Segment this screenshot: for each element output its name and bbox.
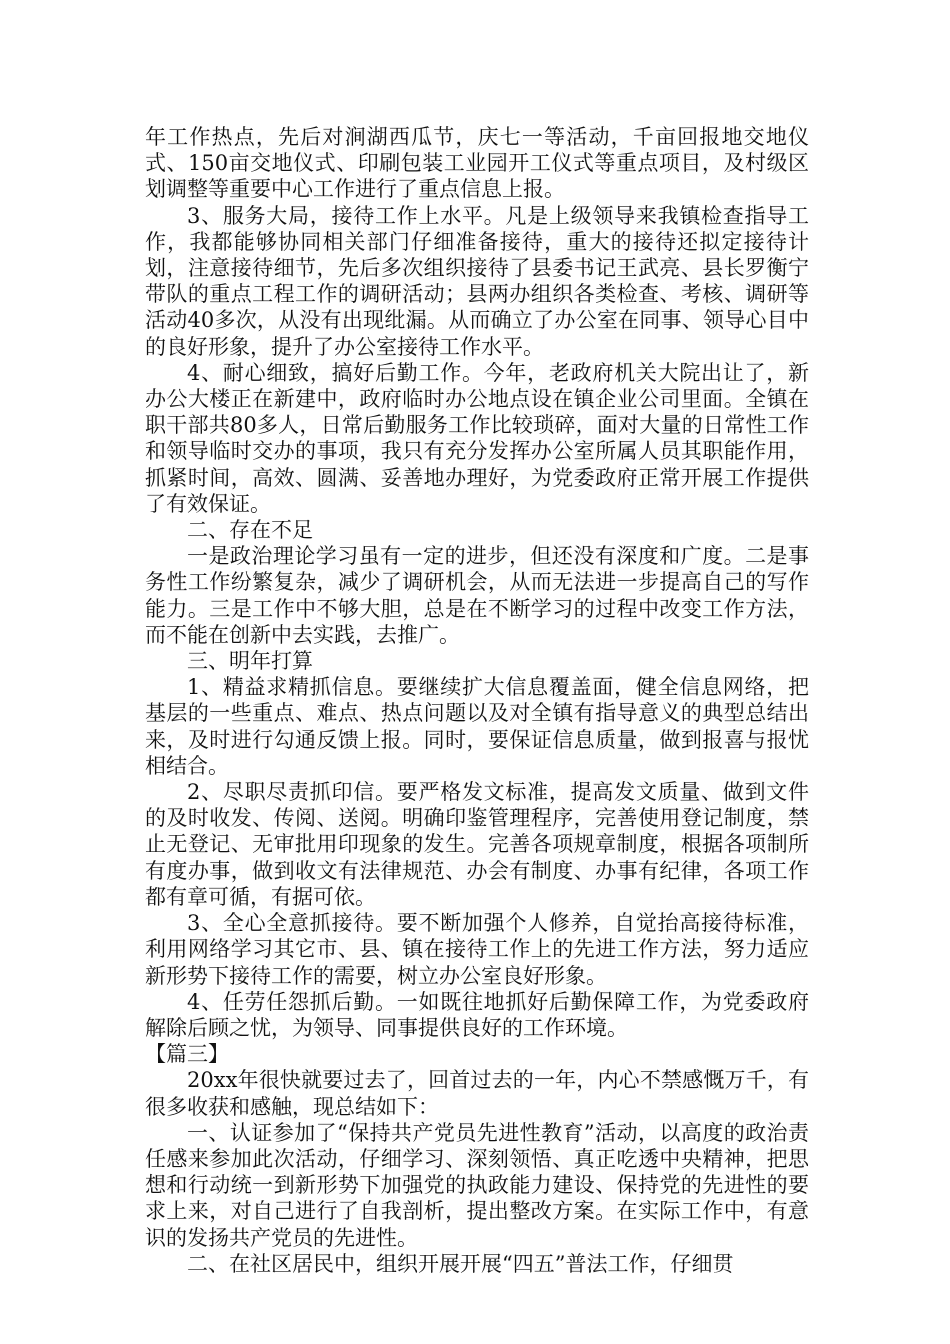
paragraph-community-law: 二、在社区居民中，组织开展开展“四五”普法工作，仔细贯 — [187, 1251, 734, 1276]
paragraph-party-education: 一、认证参加了“保持共产党员先进性教育”活动，以高度的政治责任感来参加此次活动，仔细学习、深刻领悟、真正吃透中央精神，把思想和行动统一到新形势下加强党的执政能力建设、保持党的先进性的要求上来，对自己进行了自我剖析，提出整改方案。在实际工作中，有意识的发扬共产党员的先进性。 — [145, 1120, 809, 1250]
paragraph-year-summary-intro: 20xx年很快就要过去了，回首过去的一年，内心不禁感慨万千，有很多收获和感触，现总结如下： — [145, 1068, 809, 1119]
paragraph-logistics-work: 4、耐心细致，搞好后勤工作。今年，老政府机关大院出让了，新办公大楼正在新建中，政府临时办公地点设在镇企业公司里面。全镇在职干部共80多人，日常后勤服务工作比较琐碎，面对大量的日常性工作和领导临时交办的事项，我只有充分发挥办公室所属人员其职能作用，抓紧时间，高效、圆满、妥善地办理好，为党委政府正常开展工作提供了有效保证。 — [145, 360, 809, 516]
paragraph-continuation: 年工作热点，先后对涧湖西瓜节，庆七一等活动，千亩回报地交地仪式、150亩交地仪式、印刷包装工业园开工仪式等重点项目，及村级区划调整等重要中心工作进行了重点信息上报。 — [145, 125, 809, 202]
paragraph-plan-logistics: 4、任劳任怨抓后勤。一如既往地抓好后勤保障工作，为党委政府解除后顾之忧，为领导、同事提供良好的工作环境。 — [145, 989, 809, 1040]
paragraph-plan-seals: 2、尽职尽责抓印信。要严格发文标准，提高发文质量、做到文件的及时收发、传阅、送阅。明确印鉴管理程序，完善使用登记制度，禁止无登记、无审批用印现象的发生。完善各项规章制度，根据各项制所有度办事，做到收文有法律规范、办会有制度、办事有纪律，各项工作都有章可循，有据可依。 — [145, 780, 809, 909]
section-heading-part-three: 【篇三】 — [145, 1042, 229, 1067]
paragraph-reception-work: 3、服务大局，接待工作上水平。凡是上级领导来我镇检查指导工作，我都能够协同相关部门仔细准备接待，重大的接待还拟定接待计划，注意接待细节，先后多次组织接待了县委书记王武亮、县长罗衡宁带队的重点工程工作的调研活动；县两办组织各类检查、考核、调研等活动40多次，从没有出现纰漏。从而确立了办公室在同事、领导心目中的良好形象，提升了办公室接待工作水平。 — [145, 203, 809, 359]
paragraph-plan-reception: 3、全心全意抓接待。要不断加强个人修养，自觉抬高接待标准，利用网络学习其它市、县、镇在接待工作上的先进工作方法，努力适应新形势下接待工作的需要，树立办公室良好形象。 — [145, 911, 809, 988]
paragraph-plan-information: 1、精益求精抓信息。要继续扩大信息覆盖面，健全信息网络，把基层的一些重点、难点、热点问题以及对全镇有指导意义的典型总结出来，及时进行勾通反馈上报。同时，要保证信息质量，做到报喜与报忧相结合。 — [145, 675, 809, 778]
section-heading-shortcomings: 二、存在不足 — [187, 518, 313, 543]
document-page — [145, 124, 809, 1277]
section-heading-next-year-plan: 三、明年打算 — [187, 649, 313, 674]
paragraph-shortcomings: 一是政治理论学习虽有一定的进步，但还没有深度和广度。二是事务性工作纷繁复杂，减少了调研机会，从而无法进一步提高自己的写作能力。三是工作中不够大胆，总是在不断学习的过程中改变工作方法，而不能在创新中去实践，去推广。 — [145, 544, 809, 647]
